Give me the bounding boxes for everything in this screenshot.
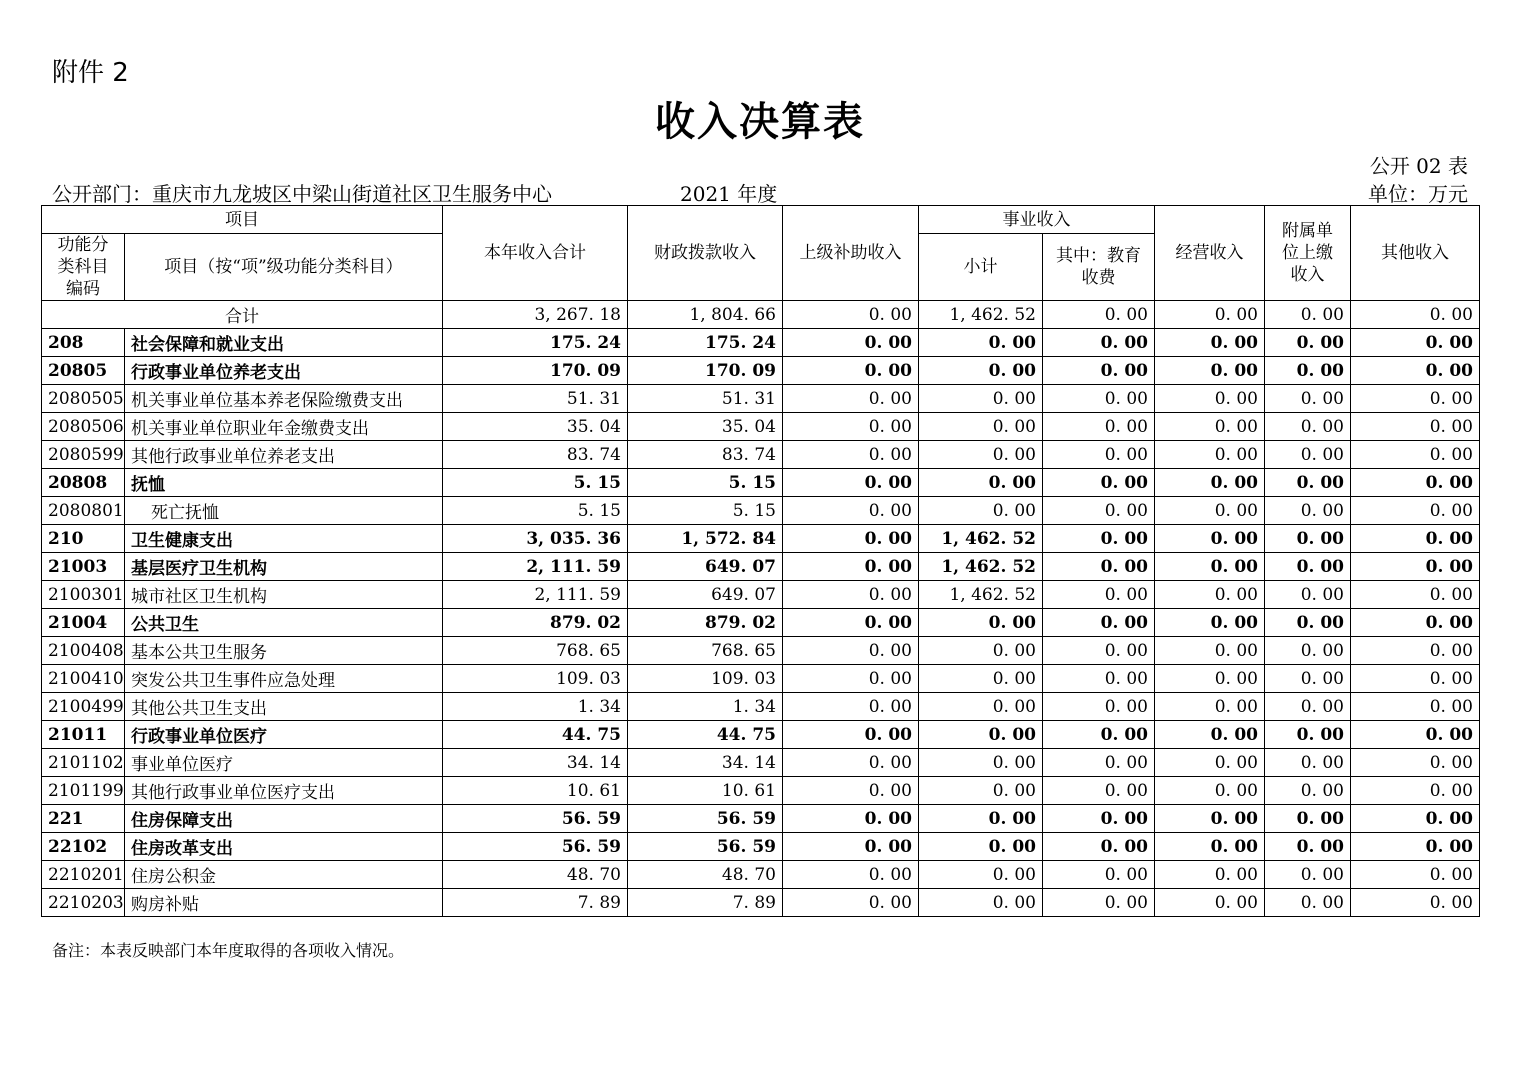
row-value: 0. 00 (1265, 609, 1351, 637)
row-value: 0. 00 (919, 441, 1043, 469)
row-value: 0. 00 (783, 525, 919, 553)
row-value: 0. 00 (1043, 385, 1155, 413)
attachment-label: 附件 2 (52, 58, 129, 88)
row-value: 0. 00 (783, 441, 919, 469)
row-value: 0. 00 (919, 749, 1043, 777)
row-value: 0. 00 (1265, 749, 1351, 777)
row-value: 0. 00 (783, 861, 919, 889)
row-value: 0. 00 (919, 329, 1043, 357)
row-value: 0. 00 (783, 469, 919, 497)
row-code: 2101199 (42, 777, 125, 805)
row-value: 0. 00 (1265, 805, 1351, 833)
row-value: 0. 00 (919, 357, 1043, 385)
row-value: 0. 00 (1155, 357, 1265, 385)
row-value: 0. 00 (1265, 357, 1351, 385)
row-value: 0. 00 (1265, 833, 1351, 861)
row-value: 48. 70 (628, 861, 783, 889)
total-value: 0. 00 (1155, 301, 1265, 329)
row-value: 0. 00 (919, 413, 1043, 441)
row-code: 2080801 (42, 497, 125, 525)
row-value: 0. 00 (1265, 693, 1351, 721)
row-value: 0. 00 (919, 721, 1043, 749)
row-name: 住房公积金 (125, 861, 443, 889)
row-value: 0. 00 (783, 553, 919, 581)
row-value: 0. 00 (1351, 749, 1480, 777)
row-value: 0. 00 (1155, 833, 1265, 861)
row-value: 0. 00 (1155, 665, 1265, 693)
row-value: 0. 00 (1351, 385, 1480, 413)
row-value: 1. 34 (443, 693, 628, 721)
header-affiliated: 附属单位上缴收入 (1265, 206, 1351, 301)
row-value: 35. 04 (443, 413, 628, 441)
row-value: 0. 00 (1043, 441, 1155, 469)
row-value: 109. 03 (443, 665, 628, 693)
row-value: 0. 00 (1265, 497, 1351, 525)
row-value: 649. 07 (628, 553, 783, 581)
row-name: 卫生健康支出 (125, 525, 443, 553)
row-value: 0. 00 (1043, 525, 1155, 553)
row-value: 0. 00 (783, 637, 919, 665)
table-row (42, 861, 1480, 889)
row-value: 0. 00 (1155, 525, 1265, 553)
row-value: 879. 02 (443, 609, 628, 637)
row-value: 7. 89 (628, 889, 783, 917)
row-value: 0. 00 (1043, 889, 1155, 917)
row-code: 2080599 (42, 441, 125, 469)
row-name: 基层医疗卫生机构 (125, 553, 443, 581)
row-value: 1, 462. 52 (919, 581, 1043, 609)
row-value: 0. 00 (1351, 637, 1480, 665)
total-value: 1, 804. 66 (628, 301, 783, 329)
row-value: 0. 00 (1351, 693, 1480, 721)
row-value: 0. 00 (1155, 637, 1265, 665)
row-name: 住房改革支出 (125, 833, 443, 861)
department-label: 公开部门：重庆市九龙坡区中梁山街道社区卫生服务中心 (52, 182, 552, 206)
row-value: 0. 00 (919, 777, 1043, 805)
row-value: 0. 00 (783, 357, 919, 385)
row-value: 0. 00 (1043, 413, 1155, 441)
row-code: 2100301 (42, 581, 125, 609)
page-title: 收入决算表 (655, 98, 865, 145)
row-value: 0. 00 (1043, 329, 1155, 357)
row-value: 0. 00 (1265, 861, 1351, 889)
row-value: 0. 00 (919, 637, 1043, 665)
row-code: 2100499 (42, 693, 125, 721)
row-value: 0. 00 (1155, 469, 1265, 497)
table-row (42, 777, 1480, 805)
row-value: 0. 00 (1265, 581, 1351, 609)
row-value: 0. 00 (783, 721, 919, 749)
unit-label: 单位：万元 (1368, 182, 1468, 206)
row-value: 768. 65 (443, 637, 628, 665)
total-value: 1, 462. 52 (919, 301, 1043, 329)
row-value: 0. 00 (1265, 413, 1351, 441)
income-table (41, 205, 1480, 917)
row-code: 20805 (42, 357, 125, 385)
row-value: 44. 75 (628, 721, 783, 749)
row-value: 0. 00 (783, 581, 919, 609)
row-value: 0. 00 (1265, 385, 1351, 413)
row-name: 机关事业单位基本养老保险缴费支出 (125, 385, 443, 413)
row-value: 0. 00 (1155, 777, 1265, 805)
row-value: 0. 00 (1351, 609, 1480, 637)
row-value: 34. 14 (443, 749, 628, 777)
row-value: 0. 00 (1155, 721, 1265, 749)
row-value: 0. 00 (1043, 469, 1155, 497)
row-value: 56. 59 (443, 805, 628, 833)
table-row (42, 889, 1480, 917)
row-value: 0. 00 (1155, 805, 1265, 833)
row-name: 购房补贴 (125, 889, 443, 917)
row-value: 10. 61 (628, 777, 783, 805)
table-row (42, 749, 1480, 777)
row-code: 21003 (42, 553, 125, 581)
header-code: 功能分类科目编码 (42, 234, 125, 301)
row-value: 0. 00 (783, 413, 919, 441)
table-row (42, 805, 1480, 833)
table-row (42, 357, 1480, 385)
row-value: 0. 00 (1265, 721, 1351, 749)
row-value: 0. 00 (1265, 637, 1351, 665)
row-value: 0. 00 (1155, 385, 1265, 413)
row-value: 0. 00 (783, 777, 919, 805)
row-value: 0. 00 (1155, 329, 1265, 357)
row-code: 21011 (42, 721, 125, 749)
row-value: 0. 00 (1265, 525, 1351, 553)
header-other: 其他收入 (1351, 206, 1480, 301)
row-value: 0. 00 (783, 329, 919, 357)
row-value: 0. 00 (1043, 357, 1155, 385)
row-value: 0. 00 (783, 693, 919, 721)
row-value: 0. 00 (1043, 637, 1155, 665)
row-code: 2210201 (42, 861, 125, 889)
row-value: 0. 00 (919, 469, 1043, 497)
row-name: 住房保障支出 (125, 805, 443, 833)
row-value: 83. 74 (443, 441, 628, 469)
row-value: 83. 74 (628, 441, 783, 469)
row-value: 0. 00 (1155, 413, 1265, 441)
row-value: 0. 00 (783, 833, 919, 861)
row-value: 0. 00 (1265, 469, 1351, 497)
row-value: 0. 00 (1351, 665, 1480, 693)
row-value: 0. 00 (1351, 833, 1480, 861)
row-value: 0. 00 (1351, 413, 1480, 441)
row-name: 行政事业单位养老支出 (125, 357, 443, 385)
row-value: 170. 09 (628, 357, 783, 385)
row-value: 0. 00 (919, 861, 1043, 889)
row-value: 0. 00 (919, 609, 1043, 637)
row-value: 0. 00 (1155, 553, 1265, 581)
row-value: 35. 04 (628, 413, 783, 441)
row-value: 879. 02 (628, 609, 783, 637)
row-code: 2101102 (42, 749, 125, 777)
row-code: 208 (42, 329, 125, 357)
row-value: 44. 75 (443, 721, 628, 749)
total-value: 0. 00 (783, 301, 919, 329)
row-value: 0. 00 (1043, 721, 1155, 749)
row-value: 0. 00 (919, 889, 1043, 917)
row-value: 51. 31 (443, 385, 628, 413)
header-superior: 上级补助收入 (783, 206, 919, 301)
row-value: 0. 00 (783, 665, 919, 693)
row-value: 0. 00 (783, 749, 919, 777)
row-value: 0. 00 (1155, 581, 1265, 609)
header-education: 其中：教育收费 (1043, 234, 1155, 301)
row-code: 210 (42, 525, 125, 553)
row-name: 社会保障和就业支出 (125, 329, 443, 357)
header-subtotal: 小计 (919, 234, 1043, 301)
row-value: 5. 15 (628, 469, 783, 497)
table-row (42, 329, 1480, 357)
row-value: 34. 14 (628, 749, 783, 777)
row-value: 0. 00 (1043, 861, 1155, 889)
row-code: 2210203 (42, 889, 125, 917)
row-name: 机关事业单位职业年金缴费支出 (125, 413, 443, 441)
table-row (42, 609, 1480, 637)
row-value: 0. 00 (919, 497, 1043, 525)
row-value: 0. 00 (1351, 469, 1480, 497)
row-value: 0. 00 (919, 385, 1043, 413)
table-row (42, 721, 1480, 749)
row-value: 0. 00 (1265, 441, 1351, 469)
total-value: 0. 00 (1351, 301, 1480, 329)
row-value: 5. 15 (443, 497, 628, 525)
total-value: 3, 267. 18 (443, 301, 628, 329)
year-label: 2021 年度 (680, 182, 778, 206)
row-value: 1, 572. 84 (628, 525, 783, 553)
row-value: 10. 61 (443, 777, 628, 805)
row-value: 0. 00 (1155, 609, 1265, 637)
row-value: 0. 00 (1351, 497, 1480, 525)
row-value: 0. 00 (1351, 581, 1480, 609)
row-value: 0. 00 (1043, 777, 1155, 805)
row-value: 0. 00 (1043, 833, 1155, 861)
row-value: 0. 00 (1351, 861, 1480, 889)
row-value: 0. 00 (1265, 777, 1351, 805)
row-value: 768. 65 (628, 637, 783, 665)
header-fiscal: 财政拨款收入 (628, 206, 783, 301)
row-value: 2, 111. 59 (443, 581, 628, 609)
row-name: 公共卫生 (125, 609, 443, 637)
header-business-group: 事业收入 (919, 206, 1155, 234)
row-value: 175. 24 (628, 329, 783, 357)
row-value: 0. 00 (783, 385, 919, 413)
row-value: 0. 00 (1155, 749, 1265, 777)
table-row (42, 553, 1480, 581)
table-row (42, 469, 1480, 497)
row-value: 0. 00 (1351, 721, 1480, 749)
row-value: 0. 00 (1351, 329, 1480, 357)
row-value: 0. 00 (1351, 553, 1480, 581)
row-name: 事业单位医疗 (125, 749, 443, 777)
row-value: 0. 00 (1155, 441, 1265, 469)
row-name: 其他行政事业单位养老支出 (125, 441, 443, 469)
row-code: 2100410 (42, 665, 125, 693)
row-code: 2080506 (42, 413, 125, 441)
row-value: 0. 00 (783, 889, 919, 917)
table-row (42, 581, 1480, 609)
total-row (42, 301, 1480, 329)
row-value: 56. 59 (443, 833, 628, 861)
row-value: 0. 00 (919, 693, 1043, 721)
table-row (42, 637, 1480, 665)
row-value: 1. 34 (628, 693, 783, 721)
row-value: 0. 00 (1043, 805, 1155, 833)
header-item-group: 项目 (42, 206, 443, 234)
row-value: 48. 70 (443, 861, 628, 889)
row-value: 0. 00 (1043, 693, 1155, 721)
row-value: 0. 00 (1043, 749, 1155, 777)
row-name: 死亡抚恤 (125, 497, 443, 525)
row-value: 0. 00 (1265, 553, 1351, 581)
row-value: 0. 00 (1265, 329, 1351, 357)
row-value: 5. 15 (628, 497, 783, 525)
row-value: 0. 00 (783, 805, 919, 833)
total-value: 0. 00 (1265, 301, 1351, 329)
row-value: 1, 462. 52 (919, 525, 1043, 553)
row-value: 0. 00 (1351, 805, 1480, 833)
row-name: 其他行政事业单位医疗支出 (125, 777, 443, 805)
header-operating: 经营收入 (1155, 206, 1265, 301)
row-value: 1, 462. 52 (919, 553, 1043, 581)
row-name: 其他公共卫生支出 (125, 693, 443, 721)
row-value: 0. 00 (1351, 357, 1480, 385)
row-value: 109. 03 (628, 665, 783, 693)
header-total: 本年收入合计 (443, 206, 628, 301)
table-row (42, 665, 1480, 693)
row-value: 0. 00 (919, 805, 1043, 833)
row-value: 5. 15 (443, 469, 628, 497)
table-row (42, 385, 1480, 413)
row-value: 0. 00 (1155, 497, 1265, 525)
row-value: 0. 00 (1351, 777, 1480, 805)
total-value: 0. 00 (1043, 301, 1155, 329)
row-value: 0. 00 (1155, 693, 1265, 721)
row-name: 抚恤 (125, 469, 443, 497)
row-value: 0. 00 (1043, 581, 1155, 609)
row-value: 0. 00 (1043, 553, 1155, 581)
table-row (42, 833, 1480, 861)
row-name: 行政事业单位医疗 (125, 721, 443, 749)
table-row (42, 441, 1480, 469)
row-value: 3, 035. 36 (443, 525, 628, 553)
row-code: 20808 (42, 469, 125, 497)
row-code: 22102 (42, 833, 125, 861)
table-row (42, 413, 1480, 441)
row-value: 0. 00 (783, 497, 919, 525)
row-value: 0. 00 (1155, 889, 1265, 917)
row-code: 2100408 (42, 637, 125, 665)
row-value: 0. 00 (1043, 609, 1155, 637)
row-value: 7. 89 (443, 889, 628, 917)
row-value: 51. 31 (628, 385, 783, 413)
row-code: 21004 (42, 609, 125, 637)
row-value: 0. 00 (1043, 497, 1155, 525)
row-value: 0. 00 (783, 609, 919, 637)
row-value: 0. 00 (1043, 665, 1155, 693)
table-row (42, 693, 1480, 721)
header-name: 项目（按“项”级功能分类科目） (125, 234, 443, 301)
footnote: 备注：本表反映部门本年度取得的各项收入情况。 (52, 941, 405, 960)
row-name: 突发公共卫生事件应急处理 (125, 665, 443, 693)
row-value: 0. 00 (1155, 861, 1265, 889)
row-value: 170. 09 (443, 357, 628, 385)
table-code: 公开 02 表 (1369, 154, 1468, 178)
total-label: 合计 (42, 301, 443, 329)
row-value: 0. 00 (1351, 441, 1480, 469)
row-value: 0. 00 (1265, 889, 1351, 917)
row-value: 2, 111. 59 (443, 553, 628, 581)
row-value: 175. 24 (443, 329, 628, 357)
row-value: 0. 00 (1351, 889, 1480, 917)
row-value: 0. 00 (1351, 525, 1480, 553)
table-row (42, 497, 1480, 525)
row-value: 56. 59 (628, 805, 783, 833)
row-value: 0. 00 (919, 833, 1043, 861)
row-value: 649. 07 (628, 581, 783, 609)
row-code: 221 (42, 805, 125, 833)
row-value: 56. 59 (628, 833, 783, 861)
table-row (42, 525, 1480, 553)
row-value: 0. 00 (1265, 665, 1351, 693)
row-code: 2080505 (42, 385, 125, 413)
row-name: 城市社区卫生机构 (125, 581, 443, 609)
row-value: 0. 00 (919, 665, 1043, 693)
row-name: 基本公共卫生服务 (125, 637, 443, 665)
